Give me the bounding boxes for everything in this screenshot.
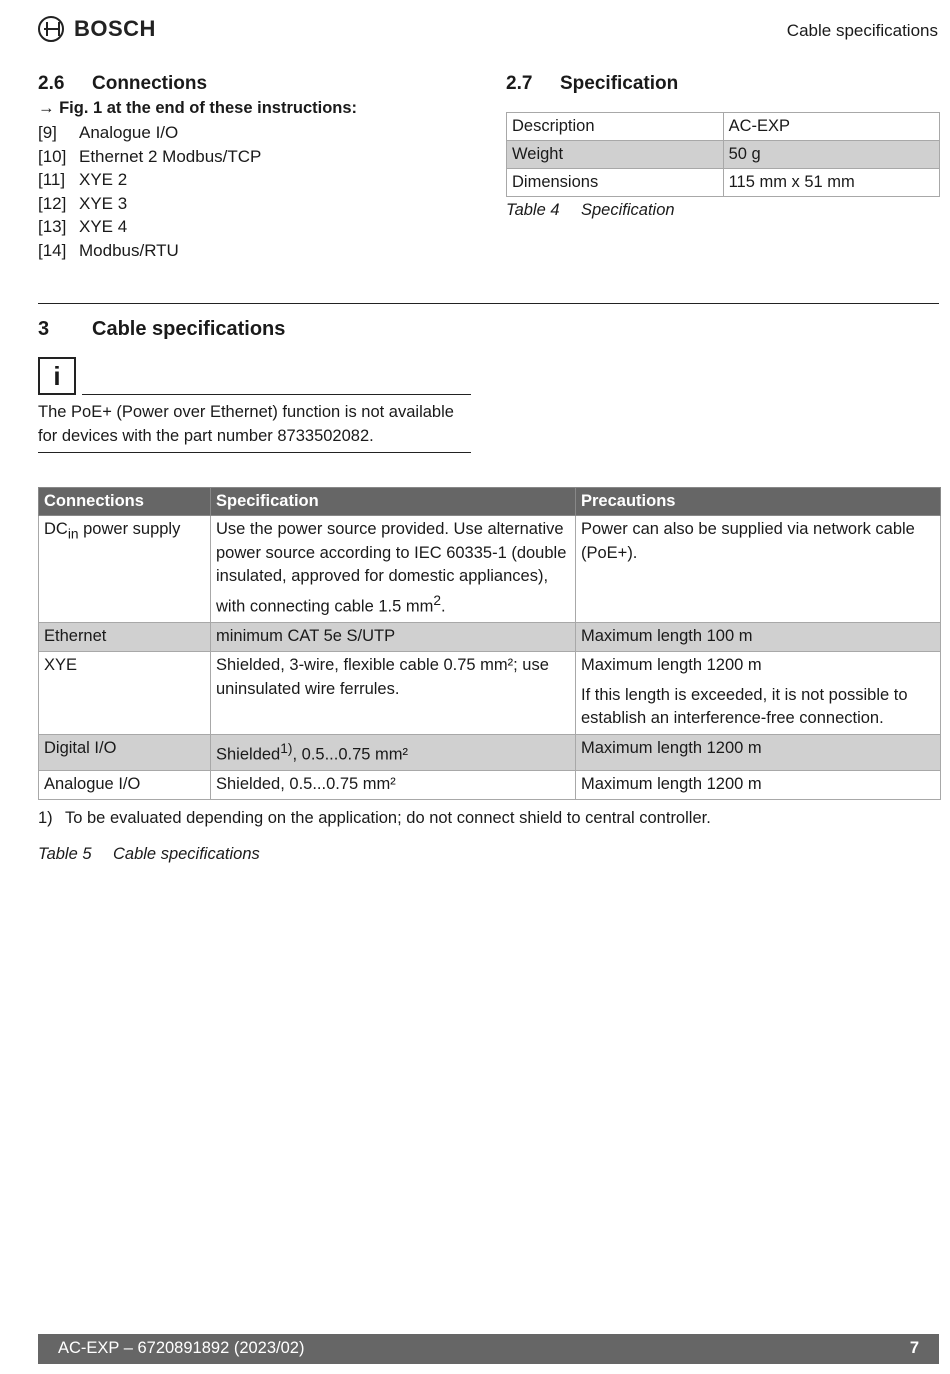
list-item: [10] Ethernet 2 Modbus/TCP bbox=[38, 146, 262, 166]
document-number: AC-EXP – 6720891892 (2023/02) bbox=[58, 1339, 305, 1357]
list-item: [13] XYE 4 bbox=[38, 217, 128, 236]
bosch-armature-icon bbox=[38, 16, 64, 42]
connections-heading: 2.6 Connections bbox=[38, 73, 208, 94]
table-row: Dimensions 115 mm x 51 mm bbox=[507, 169, 940, 197]
table-row: Analogue I/O Shielded, 0.5...0.75 mm² Maximum length 1200 m bbox=[39, 770, 941, 800]
list-item: [12] XYE 3 bbox=[38, 193, 128, 213]
table-row: Description AC-EXP bbox=[507, 113, 940, 141]
brand-logo bbox=[38, 16, 156, 42]
info-icon: i bbox=[38, 357, 76, 395]
cable-specifications-table bbox=[38, 487, 941, 800]
info-note bbox=[38, 357, 471, 445]
specification-table bbox=[506, 112, 940, 197]
specification-heading: 2.7 Specification bbox=[506, 73, 679, 94]
figure-reference: → Fig. 1 at the end of these instructions: bbox=[38, 99, 358, 117]
note-bottom-rule bbox=[38, 452, 471, 453]
list-item: [11] XYE 2 bbox=[38, 170, 128, 189]
specification-section bbox=[506, 73, 940, 220]
running-header: Cable specifications bbox=[786, 21, 938, 40]
cable-section-heading: 3 Cable specifications bbox=[38, 318, 286, 340]
connections-section bbox=[38, 73, 478, 262]
connections-list bbox=[38, 121, 478, 262]
section-divider bbox=[38, 303, 939, 304]
table-row: XYE Shielded, 3-wire, flexible cable 0.75 mm²; use uninsulated wire ferrules. Maximum length 1200 m If this length is exceeded, it is not possible to establish an interference-free connection. bbox=[39, 652, 941, 735]
table-caption: Table 5 Cable specifications bbox=[38, 845, 260, 863]
list-item: [14] Modbus/RTU bbox=[38, 240, 179, 260]
brand-name: BOSCH bbox=[74, 16, 156, 41]
note-top-rule bbox=[82, 394, 471, 395]
table-header-row: Connections Specification Precautions bbox=[39, 488, 941, 516]
page-number: 7 bbox=[909, 1339, 919, 1357]
note-text: The PoE+ (Power over Ethernet) function is not available for devices with the part number 8733502082. bbox=[38, 403, 454, 445]
list-item: [9] Analogue I/O bbox=[38, 123, 179, 142]
table-caption: Table 4 Specification bbox=[506, 201, 675, 219]
table-row: Ethernet minimum CAT 5e S/UTP Maximum length 100 m bbox=[39, 622, 941, 652]
table-footnote: 1) To be evaluated depending on the application; do not connect shield to central controller. bbox=[38, 809, 711, 827]
table-row: Digital I/O Shielded$^{1)}$, 0.5...0.75 mm² Maximum length 1200 m bbox=[39, 734, 941, 770]
table-row: Weight 50 g bbox=[507, 141, 940, 169]
cable-table-wrap bbox=[38, 487, 941, 864]
table-row: $DC_{in}$ power supply Use the power source provided. Use alternative power source according to IEC 60335-1 (double insulated, approved for domestic appliances), with connecting cable 1.5 $mm^2$. Power can also be supplied via network cable (PoE+). bbox=[39, 516, 941, 623]
footer-bar bbox=[38, 1334, 939, 1364]
